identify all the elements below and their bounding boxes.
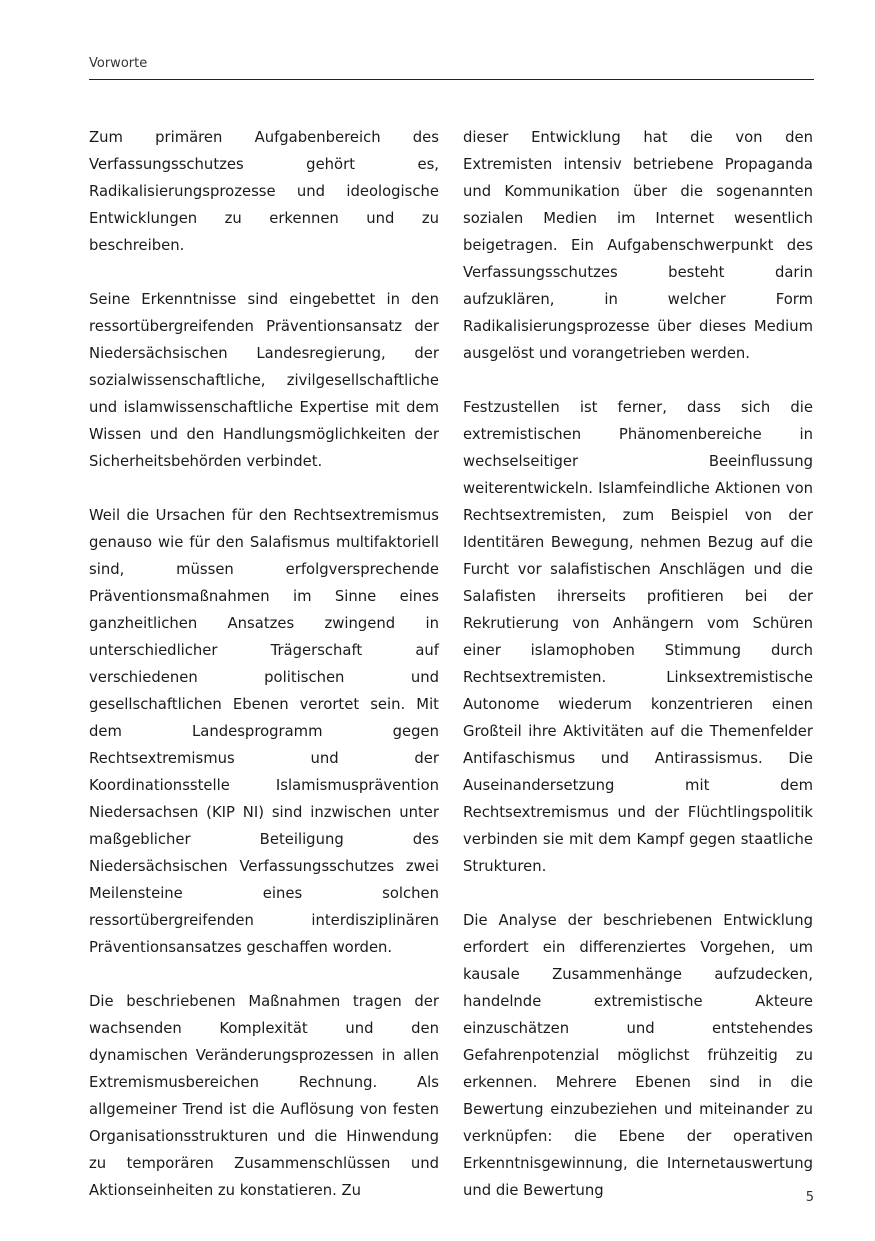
paragraph: dieser Entwicklung hat die von den Extremisten intensiv betriebene Propaganda und Kommunikation über die sogenannten sozialen Medien im Internet wesentlich beigetragen. Ein Aufgabenschwerpunkt des Verfassungsschutzes besteht darin aufzuklären, in welcher Form Radikalisierungsprozesse über dieses Medium ausgelöst und vorangetrieben werden. [463, 129, 813, 362]
paragraph: Seine Erkenntnisse sind eingebettet in den ressortübergreifenden Präventionsansatz der Niedersächsischen Landesregierung, der sozialwissenschaftliche, zivilgesellschaftliche und islamwissenschaftliche Expertise mit dem Wissen und den Handlungsmöglichkeiten der Sicherheitsbehörden verbindet. [89, 291, 439, 470]
page-number: 5 [805, 1190, 814, 1205]
paragraph: Festzustellen ist ferner, dass sich die extremistischen Phänomenbereiche in wechselseitiger Beeinflussung weiterentwickeln. Islamfeindliche Aktionen von Rechtsextremisten, zum Beispiel von der Identitären Bewegung, nehmen Bezug auf die Furcht vor salafistischen Anschlägen und die Salafisten ihrerseits profitieren bei der Rekrutierung von Anhängern vom Schüren einer islamophoben Stimmung durch Rechtsextremisten. Linksextremistische Autonome wiederum konzentrieren einen Großteil ihre Aktivitäten auf die Themenfelder Antifaschismus und Antirassismus. Die Auseinandersetzung mit dem Rechtsextremismus und der Flüchtlingspolitik verbinden sie mit dem Kampf gegen staatliche Strukturen. [463, 399, 813, 875]
text-column-left [89, 124, 439, 1204]
running-header: Vorworte [89, 56, 148, 71]
paragraph: Weil die Ursachen für den Rechtsextremismus genauso wie für den Salafismus multifaktoriell sind, müssen erfolgversprechende Präventionsmaßnahmen im Sinne eines ganzheitlichen Ansatzes zwingend in unterschiedlicher Trägerschaft auf verschiedenen politischen und gesellschaftlichen Ebenen verortet sein. Mit dem Landesprogramm gegen Rechtsextremismus und der Koordinationsstelle Islamismusprävention Niedersachsen (KIP NI) sind inzwischen unter maßgeblicher Beteiligung des Niedersächsischen Verfassungsschutzes zwei Meilensteine eines solchen ressortübergreifenden interdisziplinären Präventionsansatzes geschaffen worden. [89, 507, 439, 956]
paragraph: Zum primären Aufgabenbereich des Verfassungsschutzes gehört es, Radikalisierungsprozesse und ideologische Entwicklungen zu erkennen und zu beschreiben. [89, 129, 439, 254]
text-column-right [463, 124, 813, 1204]
header-divider [89, 79, 814, 80]
paragraph: Die beschriebenen Maßnahmen tragen der wachsenden Komplexität und den dynamischen Veränderungsprozessen in allen Extremismusbereichen Rechnung. Als allgemeiner Trend ist die Auflösung von festen Organisationsstrukturen und die Hinwendung zu temporären Zusammenschlüssen und Aktionseinheiten zu konstatieren. Zu [89, 993, 439, 1199]
paragraph: Die Analyse der beschriebenen Entwicklung erfordert ein differenziertes Vorgehen, um kausale Zusammenhänge aufzudecken, handelnde extremistische Akteure einzuschätzen und entstehendes Gefahrenpotenzial möglichst frühzeitig zu erkennen. Mehrere Ebenen sind in die Bewertung einzubeziehen und miteinander zu verknüpfen: die Ebene der operativen Erkenntnisgewinnung, die Internetauswertung und die Bewertung [463, 912, 813, 1199]
